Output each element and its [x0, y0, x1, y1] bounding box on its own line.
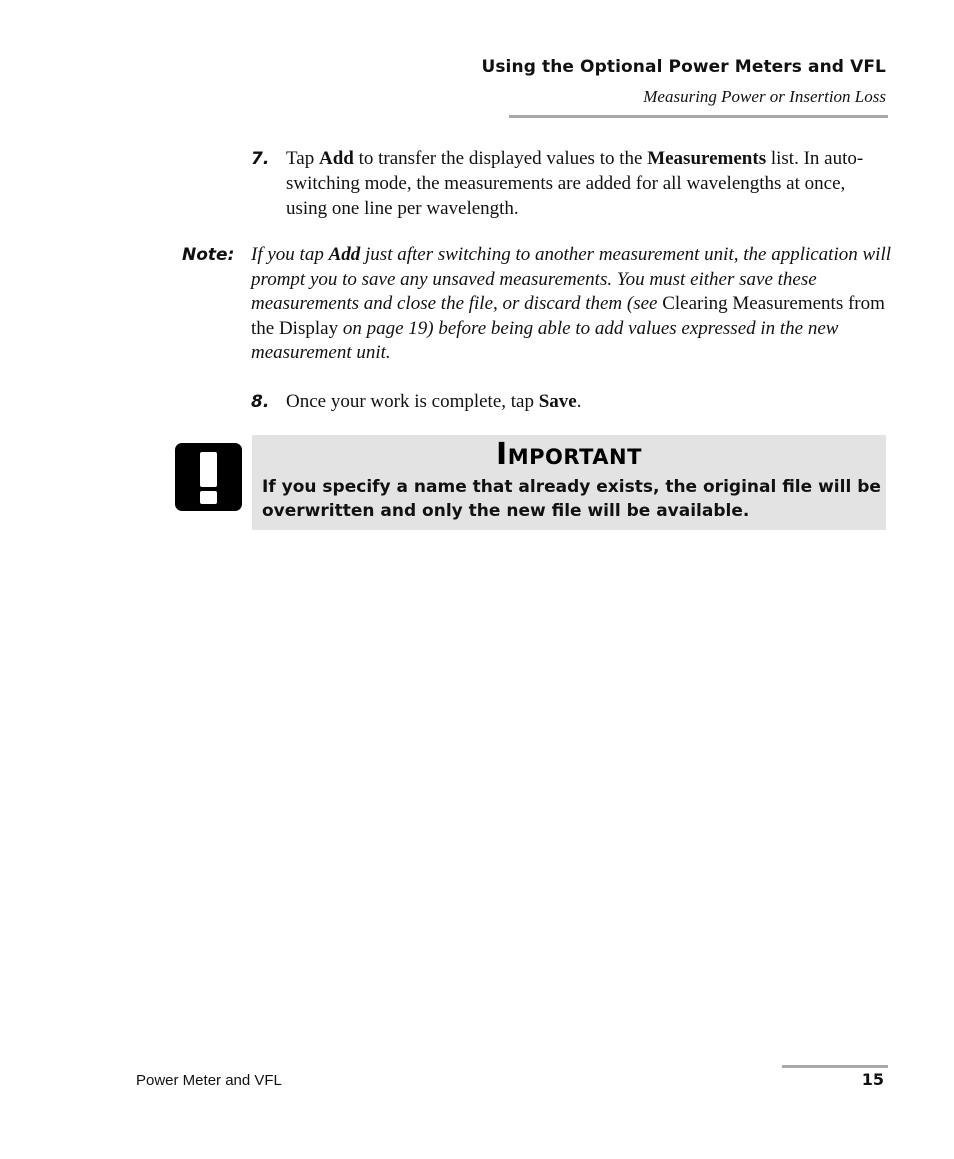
step-number-7: 7. — [251, 149, 270, 169]
note-label: Note: — [182, 245, 235, 265]
important-title: Important — [496, 437, 642, 472]
chapter-title: Using the Optional Power Meters and VFL — [481, 57, 886, 77]
exclamation-icon — [175, 443, 242, 511]
footer-rule — [782, 1065, 888, 1068]
page-number: 15 — [861, 1070, 884, 1089]
step-7-text: Tap Add to transfer the displayed values to the Measurements list. In auto-switching mode, the measurements are added for all wavelengths at once, using one line per wavelength. — [286, 148, 864, 219]
important-text: If you specify a name that already exists, the original file will be overwritten and only the new file will be available. — [262, 477, 881, 521]
footer-doc-title: Power Meter and VFL — [136, 1072, 282, 1089]
cross-reference-link[interactable]: Clearing Measurements from the Display — [251, 293, 885, 339]
step-number-8: 8. — [251, 392, 270, 412]
step-8-text: Once your work is complete, tap Save. — [286, 391, 582, 412]
header-rule — [509, 115, 888, 118]
important-callout — [252, 435, 886, 530]
note-text: If you tap Add just after switching to another measurement unit, the application will prompt you to save any unsaved measurements. You must either save these measurements and close the file, or discard them (see Clearing Measurements from the Display on page 19) before being able to add values expressed in the new measurement unit. — [251, 244, 892, 363]
section-title: Measuring Power or Insertion Loss — [643, 87, 886, 106]
